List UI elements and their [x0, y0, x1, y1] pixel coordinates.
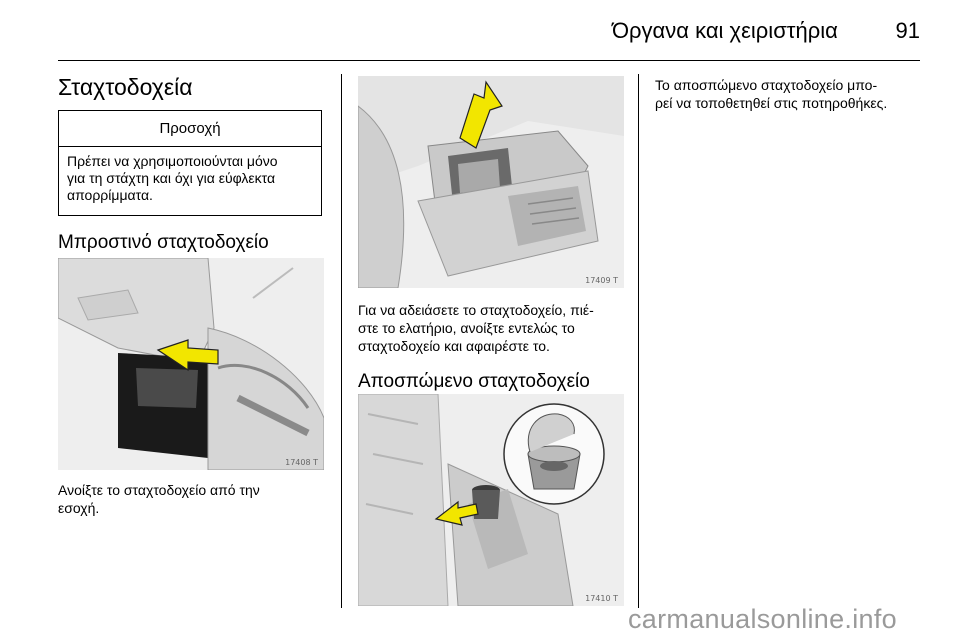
text-line: Για να αδειάσετε το σταχτοδοχείο, πιέ-	[358, 302, 594, 318]
column-divider-1	[341, 74, 342, 608]
header-divider	[58, 60, 920, 61]
text-line: Ανοίξτε το σταχτοδοχείο από την	[58, 482, 260, 498]
removable-image-code: 17410 T	[585, 594, 618, 603]
section-title: Σταχτοδοχεία	[58, 74, 193, 100]
front-image-code: 17408 T	[285, 458, 318, 467]
removable-ashtray-title: Αποσπώμενο σταχτοδοχείο	[358, 371, 590, 392]
middle-image-code: 17409 T	[585, 276, 618, 285]
page-number: 91	[895, 18, 920, 43]
removable-ashtray-text	[655, 76, 945, 112]
front-ashtray-title: Μπροστινό σταχτοδοχείο	[58, 232, 269, 253]
caution-line: απορρίμματα.	[67, 187, 153, 203]
empty-ashtray-text	[358, 301, 636, 355]
removable-ashtray-illustration	[358, 394, 624, 606]
caution-box	[58, 110, 322, 216]
watermark: carmanualsonline.info	[628, 604, 897, 634]
caution-line: για τη στάχτη και όχι για εύφλεκτα	[67, 170, 276, 186]
caution-heading: Προσοχή	[59, 111, 321, 147]
text-line: στε το ελατήριο, ανοίξτε εντελώς το	[358, 320, 575, 336]
caution-line: Πρέπει να χρησιμοποιούνται μόνο	[67, 153, 278, 169]
front-ashtray-text	[58, 481, 334, 517]
page-header-title: Όργανα και χειριστήρια	[612, 18, 838, 43]
text-line: εσοχή.	[58, 500, 100, 516]
empty-ashtray-illustration	[358, 76, 624, 288]
text-line: σταχτοδοχείο και αφαιρέστε το.	[358, 338, 550, 354]
column-divider-2	[638, 74, 639, 608]
text-line: ρεί να τοποθετηθεί στις ποτηροθήκες.	[655, 95, 888, 111]
caution-text	[59, 147, 321, 204]
text-line: Το αποσπώμενο σταχτοδοχείο μπο-	[655, 77, 878, 93]
front-ashtray-illustration	[58, 258, 324, 470]
